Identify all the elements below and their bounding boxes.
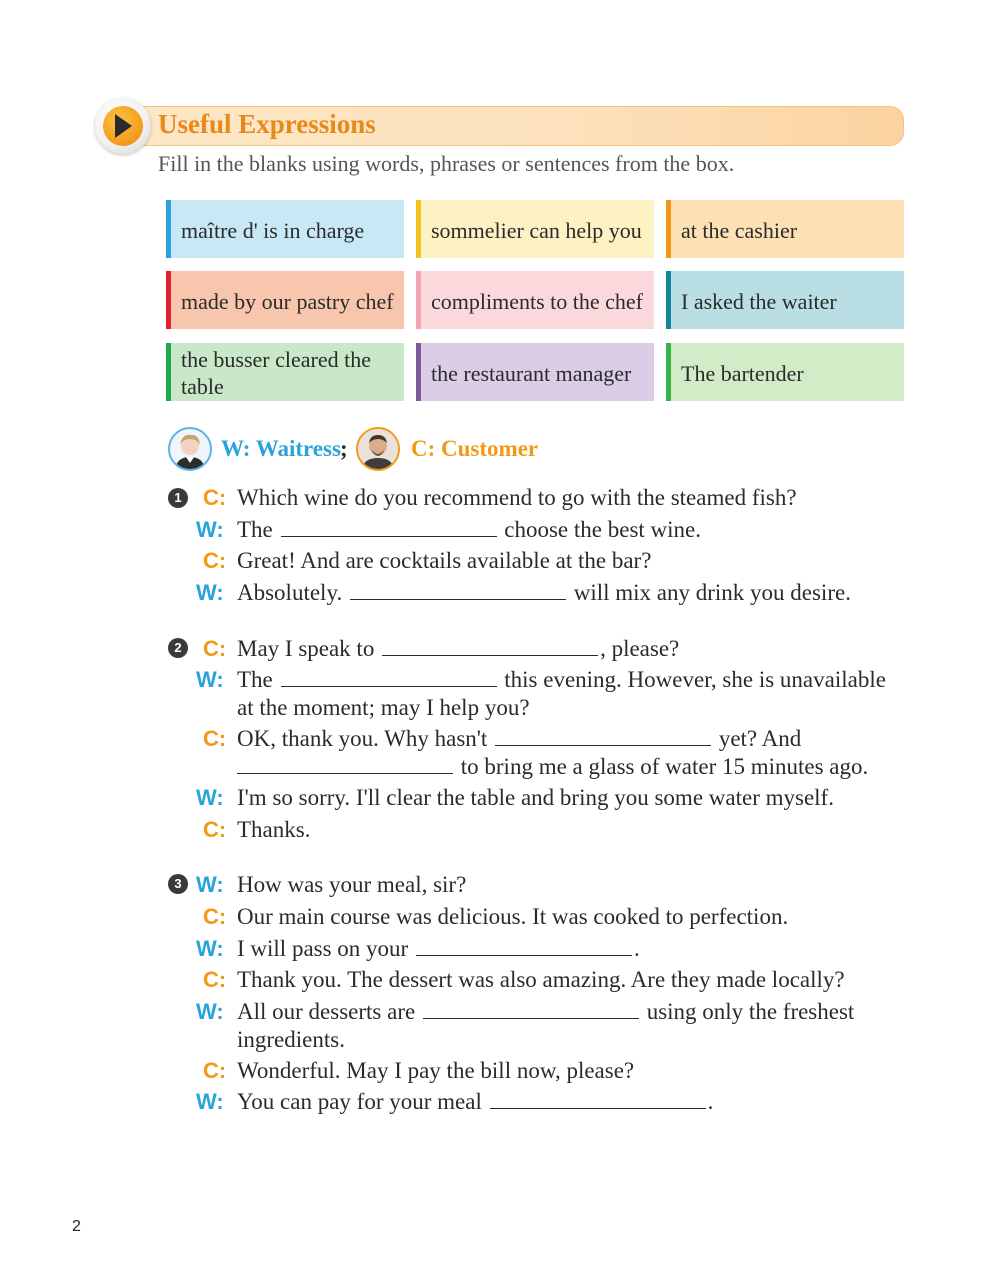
word-box-item: maître d' is in charge bbox=[166, 200, 404, 258]
line-text: All our desserts are bbox=[237, 999, 416, 1024]
word-box-item: made by our pastry chef bbox=[166, 271, 404, 329]
line-text: Thanks. bbox=[237, 817, 311, 842]
line-text: The bbox=[237, 667, 273, 692]
dialogue-line-continued bbox=[237, 753, 868, 780]
speaker-tag: C: bbox=[203, 726, 227, 751]
speaker-tag: W: bbox=[196, 999, 224, 1024]
line-text: The bbox=[237, 517, 273, 542]
section-title: Useful Expressions bbox=[158, 109, 376, 139]
customer-avatar bbox=[356, 427, 400, 471]
line-text: Our main course was delicious. It was cooked to perfection. bbox=[237, 904, 789, 929]
word-box-item: compliments to the chef bbox=[416, 271, 654, 329]
dialogue-line bbox=[237, 935, 640, 962]
line-text: . bbox=[707, 1089, 714, 1114]
line-text: will mix any drink you desire. bbox=[573, 580, 851, 605]
dialogue-line bbox=[237, 903, 788, 930]
line-text: to bring me a glass of water 15 minutes ago. bbox=[460, 754, 869, 779]
speaker-separator: ; bbox=[340, 436, 348, 461]
line-text: OK, thank you. Why hasn't bbox=[237, 726, 488, 751]
dialogue-number: 1 bbox=[168, 488, 188, 508]
dialogue-line bbox=[237, 966, 845, 993]
line-text: May I speak to bbox=[237, 636, 375, 661]
answer-blank[interactable] bbox=[490, 1090, 706, 1109]
waitress-avatar bbox=[168, 427, 212, 471]
speaker-tag: W: bbox=[196, 785, 224, 810]
dialogue-number: 2 bbox=[168, 638, 188, 658]
answer-blank[interactable] bbox=[423, 1000, 639, 1019]
speaker-tag: C: bbox=[203, 485, 227, 510]
dialogue-line bbox=[237, 516, 701, 543]
answer-blank[interactable] bbox=[495, 727, 711, 746]
answer-blank[interactable] bbox=[350, 581, 566, 600]
dialogue-line bbox=[237, 784, 834, 811]
answer-blank[interactable] bbox=[416, 937, 632, 956]
dialogue-line bbox=[237, 816, 310, 843]
line-text: yet? And bbox=[718, 726, 802, 751]
dialogue-line bbox=[237, 998, 854, 1025]
line-text: Wonderful. May I pay the bill now, please? bbox=[237, 1058, 635, 1083]
speaker-tag: C: bbox=[203, 817, 227, 842]
dialogue-line-continued: at the moment; may I help you? bbox=[237, 695, 530, 720]
word-box-item: at the cashier bbox=[666, 200, 904, 258]
line-text: You can pay for your meal bbox=[237, 1089, 482, 1114]
dialogue-line bbox=[237, 725, 801, 752]
waitress-avatar-icon bbox=[170, 429, 210, 469]
customer-avatar-icon bbox=[358, 429, 398, 469]
play-icon bbox=[115, 114, 132, 138]
dialogue-line bbox=[237, 666, 886, 693]
line-text: Great! And are cocktails available at the bar? bbox=[237, 548, 652, 573]
waitress-label: W: Waitress bbox=[221, 436, 341, 461]
word-box-item: the restaurant manager bbox=[416, 343, 654, 401]
line-text: How was your meal, sir? bbox=[237, 872, 467, 897]
line-text: , please? bbox=[600, 636, 680, 661]
dialogue-line bbox=[237, 635, 679, 662]
word-box-item: I asked the waiter bbox=[666, 271, 904, 329]
customer-label: C: Customer bbox=[411, 436, 539, 461]
dialogue-line bbox=[237, 871, 466, 898]
speaker-tag: W: bbox=[196, 580, 224, 605]
line-text: Thank you. The dessert was also amazing. Are they made locally? bbox=[237, 967, 845, 992]
line-text: Which wine do you recommend to go with the steamed fish? bbox=[237, 485, 797, 510]
line-text: I'm so sorry. I'll clear the table and bring you some water myself. bbox=[237, 785, 834, 810]
line-text: Absolutely. bbox=[237, 580, 343, 605]
speaker-tag: C: bbox=[203, 1058, 227, 1083]
line-text: I will pass on your bbox=[237, 936, 409, 961]
line-text: using only the freshest bbox=[646, 999, 855, 1024]
speaker-tag: C: bbox=[203, 904, 227, 929]
answer-blank[interactable] bbox=[281, 668, 497, 687]
dialogue-line bbox=[237, 484, 797, 511]
speaker-tag: W: bbox=[196, 872, 224, 897]
dialogue-number: 3 bbox=[168, 874, 188, 894]
dialogue-line bbox=[237, 579, 851, 606]
speaker-tag: C: bbox=[203, 548, 227, 573]
speaker-tag: C: bbox=[203, 636, 227, 661]
answer-blank[interactable] bbox=[281, 518, 497, 537]
answer-blank[interactable] bbox=[382, 637, 598, 656]
dialogue-line bbox=[237, 547, 651, 574]
speaker-tag: W: bbox=[196, 936, 224, 961]
line-text: choose the best wine. bbox=[504, 517, 701, 542]
word-box-item: The bartender bbox=[666, 343, 904, 401]
word-box-item: sommelier can help you bbox=[416, 200, 654, 258]
answer-blank[interactable] bbox=[237, 755, 453, 774]
dialogue-line bbox=[237, 1088, 713, 1115]
line-text: . bbox=[633, 936, 640, 961]
dialogue-line bbox=[237, 1057, 634, 1084]
speaker-tag: W: bbox=[196, 1089, 224, 1114]
speaker-tag: C: bbox=[203, 967, 227, 992]
word-box-item: the busser cleared the table bbox=[166, 343, 404, 401]
dialogue-line-continued: ingredients. bbox=[237, 1027, 345, 1052]
speaker-tag: W: bbox=[196, 667, 224, 692]
speaker-tag: W: bbox=[196, 517, 224, 542]
instructions: Fill in the blanks using words, phrases or sentences from the box. bbox=[158, 151, 735, 176]
line-text: this evening. However, she is unavailable bbox=[504, 667, 886, 692]
page-number: 2 bbox=[72, 1218, 81, 1235]
